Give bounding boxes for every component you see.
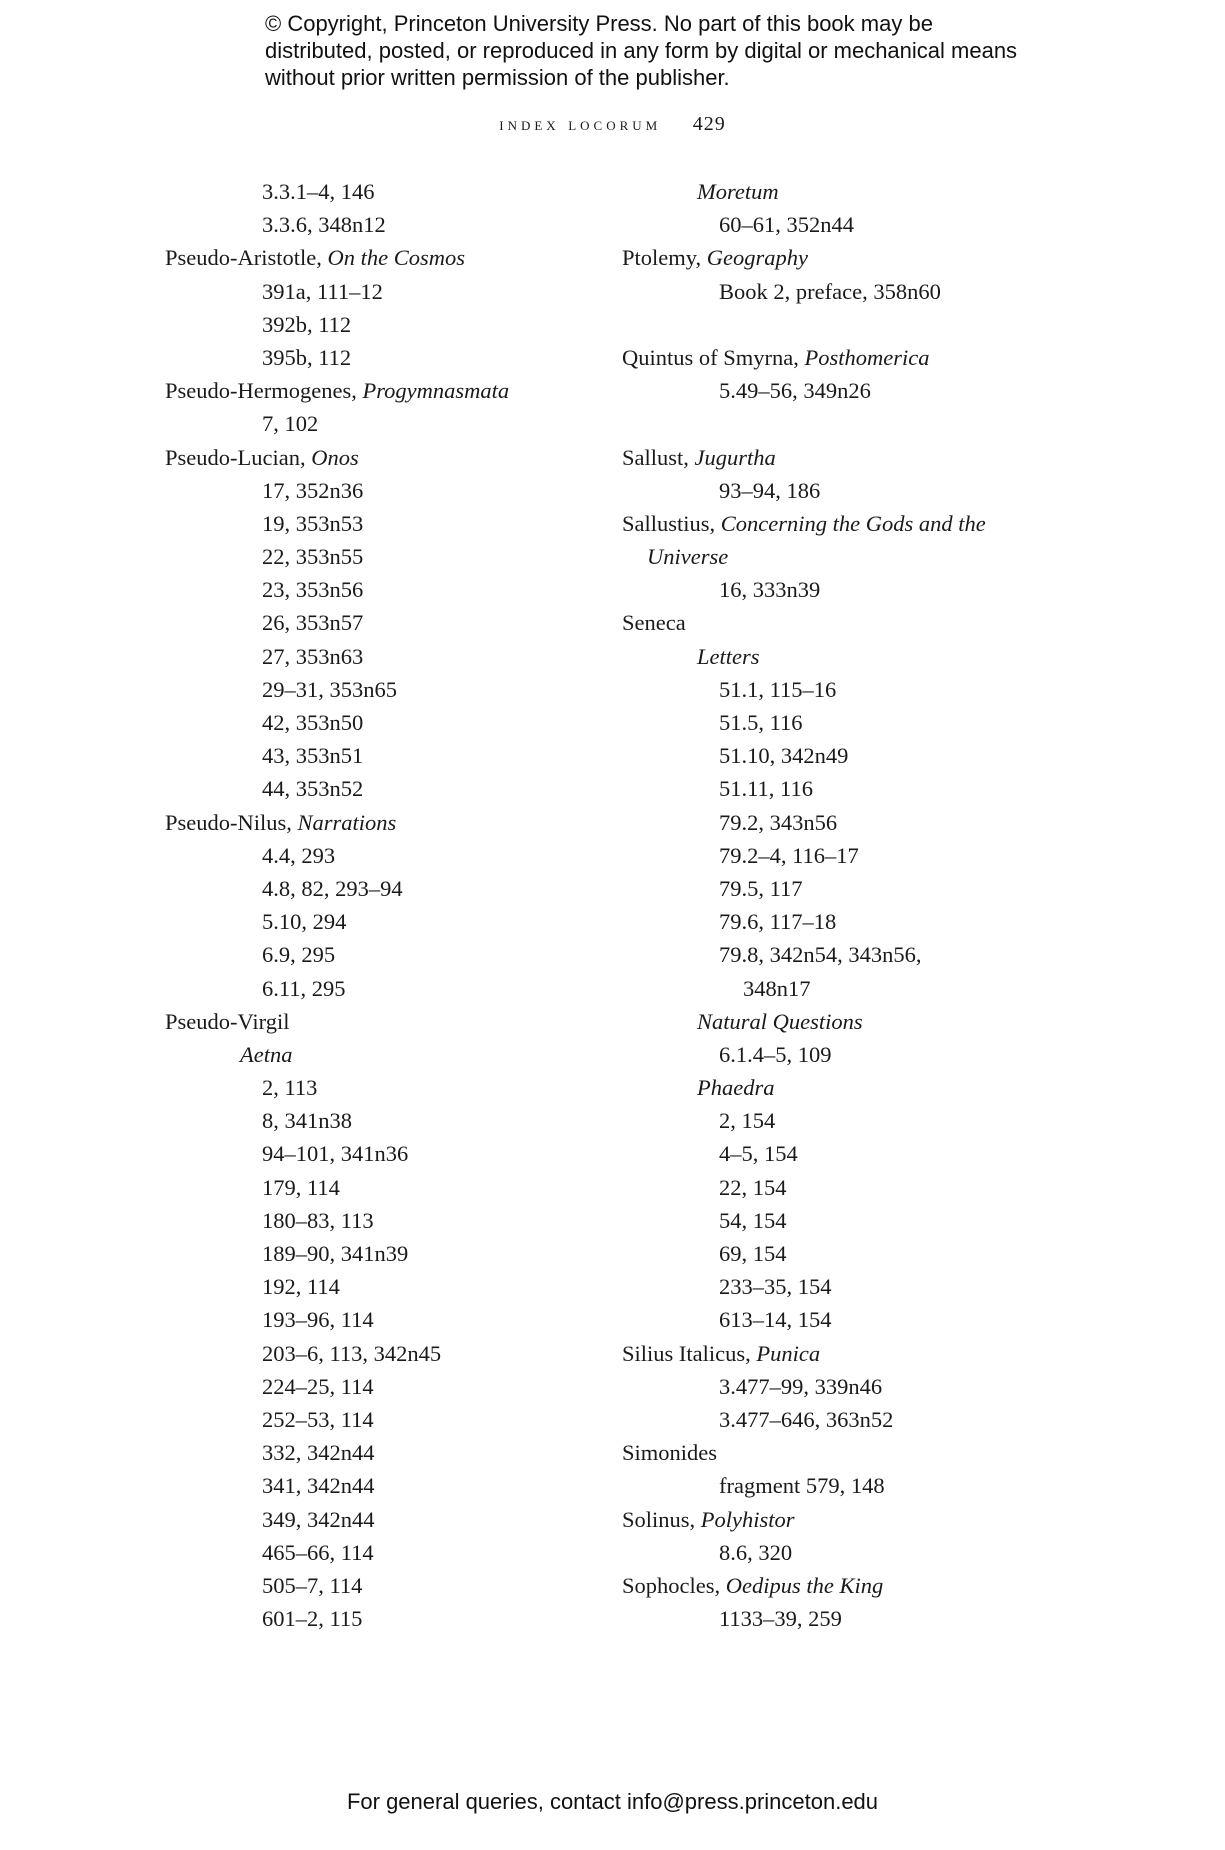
entry-text: 2, 113 — [262, 1075, 318, 1101]
entry-text: 51.11, 116 — [719, 776, 813, 802]
index-heading — [622, 341, 1042, 374]
index-subheading — [622, 1071, 1042, 1104]
index-locus — [165, 507, 605, 540]
entry-text: Sophocles, — [622, 1572, 726, 1598]
work-title: Narrations — [297, 809, 397, 835]
entry-text: 601–2, 115 — [262, 1606, 363, 1632]
entry-text: 1133–39, 259 — [719, 1606, 842, 1632]
index-locus — [165, 407, 605, 440]
index-locus — [165, 1137, 605, 1170]
entry-text: 79.6, 117–18 — [719, 909, 837, 935]
index-subheading — [165, 1038, 605, 1071]
index-locus — [622, 1237, 1042, 1270]
entry-text: Solinus, — [622, 1506, 701, 1532]
entry-text: 465–66, 114 — [262, 1539, 374, 1565]
index-locus — [165, 706, 605, 739]
entry-text: 252–53, 114 — [262, 1406, 374, 1432]
entry-text: 613–14, 154 — [719, 1307, 832, 1333]
index-locus — [622, 573, 1042, 606]
entry-text: 233–35, 154 — [719, 1274, 832, 1300]
work-title: Punica — [756, 1340, 821, 1366]
index-locus — [622, 1171, 1042, 1204]
index-locus — [165, 308, 605, 341]
index-locus — [622, 872, 1042, 905]
index-locus — [622, 474, 1042, 507]
work-title: Concerning the Gods and the — [720, 510, 986, 536]
entry-text: 23, 353n56 — [262, 577, 364, 603]
index-locus — [165, 839, 605, 872]
index-locus — [622, 1469, 1042, 1502]
entry-text: 42, 353n50 — [262, 710, 364, 735]
index-locus — [165, 341, 605, 374]
work-title: Posthomerica — [804, 344, 930, 370]
entry-text: 392b, 112 — [262, 311, 352, 337]
index-heading — [622, 241, 1042, 274]
work-title: Oedipus the King — [725, 1572, 884, 1598]
work-title: Letters — [697, 643, 760, 669]
entry-text: 224–25, 114 — [262, 1373, 374, 1399]
index-locus — [622, 839, 1042, 872]
work-title: Universe — [647, 544, 729, 570]
entry-text: Simonides — [622, 1440, 718, 1466]
entry-text: Ptolemy, — [622, 245, 707, 271]
entry-text: 203–6, 113, 342n45 — [262, 1340, 442, 1366]
index-heading-continued — [622, 540, 1042, 573]
work-title: Phaedra — [697, 1075, 775, 1101]
index-locus — [622, 1038, 1042, 1071]
index-locus — [622, 1204, 1042, 1237]
entry-text: 8, 341n38 — [262, 1108, 352, 1134]
index-locus — [165, 1403, 605, 1436]
index-locus — [165, 1370, 605, 1403]
entry-text: Pseudo-Aristotle, — [165, 245, 328, 271]
entry-text: Pseudo-Lucian, — [165, 444, 312, 470]
entry-text: 44, 353n52 — [262, 776, 364, 802]
index-locus — [165, 1303, 605, 1336]
entry-text: Sallustius, — [622, 510, 721, 536]
index-heading — [622, 1337, 1042, 1370]
index-locus — [622, 739, 1042, 772]
index-locus — [165, 905, 605, 938]
entry-text: 5.10, 294 — [262, 909, 347, 935]
index-heading — [622, 507, 1042, 540]
entry-text: 341, 342n44 — [262, 1473, 375, 1499]
entry-text: 2, 154 — [719, 1108, 776, 1134]
index-heading — [622, 606, 1042, 639]
entry-text: Pseudo-Hermogenes, — [165, 378, 363, 404]
index-locus — [165, 1071, 605, 1104]
index-locus — [622, 706, 1042, 739]
index-locus — [165, 540, 605, 573]
entry-text: 16, 333n39 — [719, 577, 821, 603]
index-locus — [165, 1171, 605, 1204]
index-column-right — [622, 175, 1042, 1635]
index-subheading — [622, 175, 1042, 208]
entry-text: 19, 353n53 — [262, 510, 364, 536]
entry-text: 3.477–646, 363n52 — [719, 1406, 894, 1432]
index-locus — [165, 606, 605, 639]
entry-text: 4.8, 82, 293–94 — [262, 875, 403, 901]
entry-text: 69, 154 — [719, 1241, 787, 1266]
entry-text: 79.5, 117 — [719, 875, 803, 901]
entry-text: 332, 342n44 — [262, 1440, 375, 1466]
running-head — [0, 113, 1225, 136]
index-locus — [622, 208, 1042, 241]
work-title: Jugurtha — [694, 444, 776, 470]
index-locus-continued — [622, 972, 1042, 1005]
index-locus — [165, 1569, 605, 1602]
entry-text: 192, 114 — [262, 1274, 340, 1300]
index-locus — [622, 1536, 1042, 1569]
entry-text: Sallust, — [622, 444, 695, 470]
entry-text: 51.10, 342n49 — [719, 743, 849, 769]
index-heading — [165, 374, 605, 407]
entry-text: 79.2, 343n56 — [719, 809, 838, 835]
index-locus — [165, 1469, 605, 1502]
entry-text: 94–101, 341n36 — [262, 1141, 409, 1167]
index-locus — [165, 1270, 605, 1303]
entry-text: Quintus of Smyrna, — [622, 344, 805, 370]
index-locus — [165, 1536, 605, 1569]
entry-text: 93–94, 186 — [719, 477, 821, 503]
index-heading — [622, 1503, 1042, 1536]
entry-text: 5.49–56, 349n26 — [719, 378, 871, 404]
entry-text: Book 2, preface, 358n60 — [719, 278, 941, 304]
index-locus — [622, 1303, 1042, 1336]
index-locus — [622, 1104, 1042, 1137]
entry-text: 7, 102 — [262, 411, 319, 437]
entry-text: 180–83, 113 — [262, 1207, 374, 1233]
index-spacer — [622, 308, 1042, 341]
entry-text: 179, 114 — [262, 1174, 340, 1200]
index-locus — [165, 1436, 605, 1469]
entry-text: 6.9, 295 — [262, 942, 336, 968]
index-locus — [622, 374, 1042, 407]
entry-text: 6.1.4–5, 109 — [719, 1041, 832, 1067]
entry-text: 26, 353n57 — [262, 610, 364, 636]
index-locus — [165, 175, 605, 208]
entry-text: 60–61, 352n44 — [719, 212, 854, 238]
entry-text: 348n17 — [743, 975, 811, 1001]
index-locus — [622, 1602, 1042, 1635]
work-title: Onos — [311, 444, 359, 470]
entry-text: 4.4, 293 — [262, 842, 336, 868]
index-locus — [165, 1503, 605, 1536]
index-locus — [622, 1370, 1042, 1403]
index-locus — [622, 905, 1042, 938]
index-locus — [622, 1270, 1042, 1303]
index-locus — [622, 275, 1042, 308]
index-locus — [165, 972, 605, 1005]
index-spacer — [622, 407, 1042, 440]
entry-text: 3.3.1–4, 146 — [262, 179, 375, 204]
index-locus — [165, 1204, 605, 1237]
work-title: Natural Questions — [697, 1008, 863, 1034]
entry-text: Seneca — [622, 610, 686, 636]
entry-text: Silius Italicus, — [622, 1340, 757, 1366]
entry-text: 17, 352n36 — [262, 477, 364, 503]
entry-text: 54, 154 — [719, 1207, 787, 1233]
entry-text: 22, 353n55 — [262, 544, 364, 570]
index-locus — [165, 275, 605, 308]
index-heading — [165, 441, 605, 474]
index-heading — [622, 1436, 1042, 1469]
entry-text: 3.3.6, 348n12 — [262, 212, 386, 238]
entry-text: 43, 353n51 — [262, 743, 364, 769]
page-number: 429 — [692, 113, 726, 135]
index-locus — [165, 573, 605, 606]
entry-text: Pseudo-Nilus, — [165, 809, 298, 835]
footer-contact: For general queries, contact info@press.princeton.edu — [346, 1789, 879, 1814]
running-head-title: index locorum — [499, 114, 662, 134]
index-locus — [622, 673, 1042, 706]
entry-text: 29–31, 353n65 — [262, 676, 397, 702]
entry-text: 6.11, 295 — [262, 975, 346, 1001]
entry-text: 395b, 112 — [262, 344, 352, 370]
index-locus — [165, 1104, 605, 1137]
index-heading — [165, 1005, 605, 1038]
entry-text: 79.8, 342n54, 343n56, — [719, 942, 922, 968]
index-heading — [622, 441, 1042, 474]
index-locus — [622, 1137, 1042, 1170]
entry-text: 79.2–4, 116–17 — [719, 842, 859, 868]
index-locus — [165, 474, 605, 507]
index-heading — [622, 1569, 1042, 1602]
copyright-notice: © Copyright, Princeton University Press. No part of this book may be distributed, posted, or reproduced in any form by digital or mechanical means without prior written permission of the publisher. — [265, 11, 1018, 90]
entry-text: 4–5, 154 — [719, 1141, 798, 1167]
entry-text: 349, 342n44 — [262, 1506, 375, 1532]
index-column-left — [165, 175, 605, 1635]
index-locus — [165, 872, 605, 905]
index-subheading — [622, 1005, 1042, 1038]
index-locus — [165, 1602, 605, 1635]
index-locus — [165, 640, 605, 673]
entry-text: 391a, 111–12 — [262, 278, 383, 304]
entry-text: 8.6, 320 — [719, 1539, 793, 1565]
entry-text: 27, 353n63 — [262, 643, 364, 669]
work-title: Progymnasmata — [362, 378, 510, 404]
index-subheading — [622, 640, 1042, 673]
index-locus — [622, 938, 1042, 971]
index-locus — [165, 208, 605, 241]
entry-text: 189–90, 341n39 — [262, 1241, 409, 1266]
index-locus — [622, 806, 1042, 839]
work-title: Polyhistor — [700, 1506, 795, 1532]
index-locus — [165, 772, 605, 805]
work-title: Moretum — [697, 179, 779, 204]
entry-text: 22, 154 — [719, 1174, 787, 1200]
work-title: Aetna — [240, 1041, 293, 1067]
entry-text: 51.1, 115–16 — [719, 676, 837, 702]
index-heading — [165, 806, 605, 839]
entry-text: Pseudo-Virgil — [165, 1008, 290, 1034]
entry-text: 193–96, 114 — [262, 1307, 374, 1333]
entry-text: 3.477–99, 339n46 — [719, 1373, 883, 1399]
index-locus — [622, 772, 1042, 805]
work-title: On the Cosmos — [327, 245, 466, 271]
entry-text: fragment 579, 148 — [719, 1473, 885, 1499]
index-locus — [165, 739, 605, 772]
index-heading — [165, 241, 605, 274]
index-locus — [165, 673, 605, 706]
index-locus — [165, 938, 605, 971]
index-locus — [165, 1237, 605, 1270]
index-locus — [165, 1337, 605, 1370]
work-title: Geography — [706, 245, 809, 271]
entry-text: 505–7, 114 — [262, 1572, 363, 1598]
index-locus — [622, 1403, 1042, 1436]
entry-text: 51.5, 116 — [719, 710, 803, 735]
